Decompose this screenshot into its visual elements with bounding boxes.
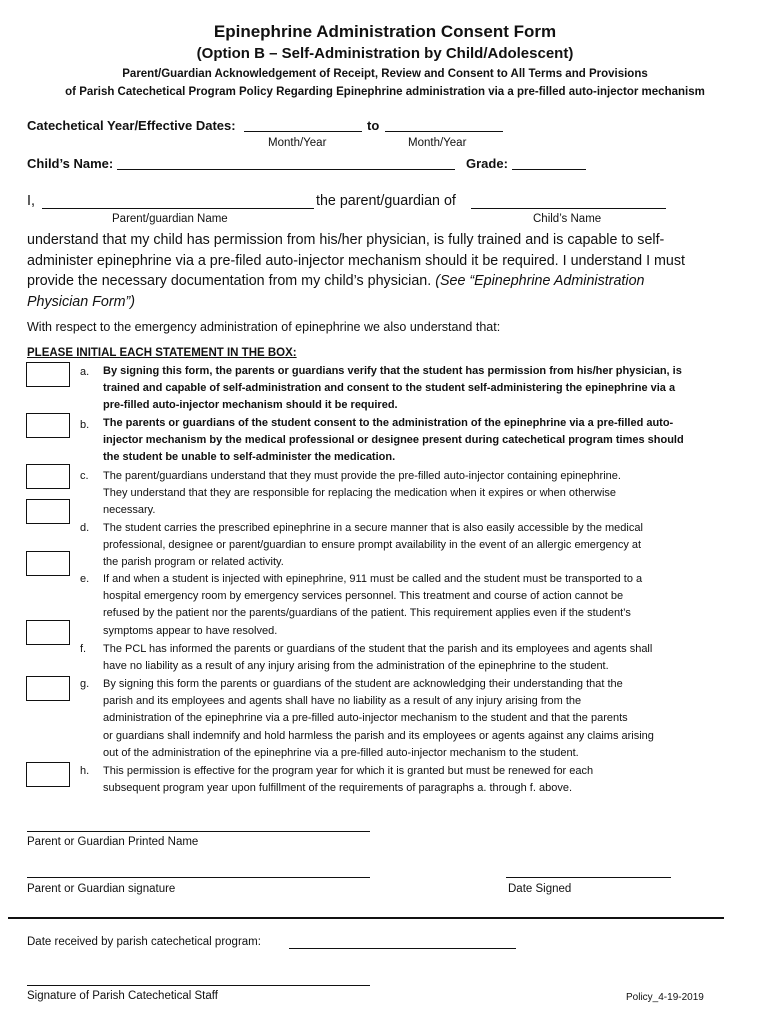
item-d-text: The student carries the prescribed epinephrine in a secure manner that is also easily accessible by the medical professional, designee or parent/guardian to ensure prompt availability in the event of an allergic emergency at the parish program or related activity.	[103, 522, 643, 569]
item-h-letter: h.	[80, 765, 90, 777]
to-label: to	[367, 118, 380, 133]
initial-box-d[interactable]	[26, 551, 70, 576]
grade-field[interactable]	[512, 157, 586, 170]
form-title: Epinephrine Administration Consent Form	[213, 22, 557, 41]
initial-box-h[interactable]	[26, 762, 70, 787]
item-b-letter: b.	[80, 419, 90, 431]
signature-line[interactable]	[27, 877, 370, 878]
date-signed-label: Date Signed	[508, 883, 572, 895]
initial-box-b[interactable]	[26, 413, 70, 438]
initial-box-a[interactable]	[26, 362, 70, 387]
item-d-letter: d.	[80, 522, 90, 534]
staff-signature-line[interactable]	[27, 985, 370, 986]
initial-box-c[interactable]	[26, 464, 70, 489]
staff-signature-label: Signature of Parish Catechetical Staff	[27, 990, 218, 1002]
item-f-letter: f.	[80, 643, 87, 655]
date-signed-line[interactable]	[506, 877, 671, 878]
date-received-line[interactable]	[289, 948, 516, 949]
item-h-text: This permission is effective for the program year for which it is granted but must be renewed for each subsequent program year upon fulfillment of the requirements of paragraphs a. through f. above.	[103, 765, 594, 795]
child-name-field[interactable]	[117, 157, 455, 170]
item-g-letter: g.	[80, 678, 90, 690]
consent-statement: understand that my child has permission from his/her physician, is fully trained and is capable to self- administer epinephrine via a pre-filed auto-injector mechanism should it be required. I understand I must provide the necessary documentation from my child’s physician. (See “Epinephrine Administration Physician Form”)	[27, 232, 686, 310]
item-c-text: The parent/guardians understand that they must provide the pre-filled auto-injector containing epinephrine. They understand that they are responsible for replacing the medication when it expires or when otherwise necessary.	[103, 470, 621, 517]
item-a-text: By signing this form, the parents or guardians verify that the student has permission from his/her physician, is trained and capable of self-administration and consent to the student self-administering the epinephrine via a pre-filled auto-injector mechanism should it be required.	[103, 365, 682, 412]
initial-heading: PLEASE INITIAL EACH STATEMENT IN THE BOX:	[27, 347, 297, 359]
initial-box-c2[interactable]	[26, 499, 70, 524]
policy-footer: Policy_4-19-2019	[626, 992, 704, 1003]
item-b-text: The parents or guardians of the student consent to the administration of the epinephrine via a pre-filled auto- injector mechanism by the medical professional or designee present during catechetical program times should the student be unable to self-administer the medication.	[103, 417, 684, 464]
item-a-letter: a.	[80, 366, 90, 378]
item-e-letter: e.	[80, 573, 90, 585]
acknowledgement-line-2: of Parish Catechetical Program Policy Regarding Epinephrine administration via a pre-filled auto-injector mechanism	[65, 86, 705, 98]
i-label: I,	[27, 193, 35, 209]
start-date-field[interactable]	[244, 119, 362, 132]
item-e-text: If and when a student is injected with epinephrine, 911 must be called and the student must be transported to a hospital emergency room by emergency services personnel. This treatment and course of action cannot be refused by the patient nor the parents/guardians of the patient. This requirement applies even if the student’s symptoms appear to have resolved.	[103, 573, 643, 637]
initial-box-g[interactable]	[26, 676, 70, 701]
item-g-text: By signing this form the parents or guardians of the student are acknowledging their understanding that the parish and its employees and agents shall have no liability as a result of any injury arising from the administration of the epinephrine via a pre-filled auto-injector mechanism to the student and that the parents or guardians shall indemnify and hold harmless the parish and its employees or agents against any claims arising out of the administration of the epinephrine via a pre-filled auto-injector mechanism to the student.	[103, 678, 654, 759]
printed-name-line[interactable]	[27, 831, 370, 832]
child-name-field-2[interactable]	[471, 196, 666, 209]
end-date-field[interactable]	[385, 119, 503, 132]
item-f-text: The PCL has informed the parents or guardians of the student that the parish and its employees and agents shall have no liability as a result of any injury arising from the administration of the epinephrine to the student.	[103, 643, 653, 673]
start-month-year-caption: Month/Year	[268, 137, 327, 149]
grade-label: Grade:	[466, 156, 508, 171]
form-subtitle: (Option B – Self-Administration by Child/Adolescent)	[196, 45, 574, 62]
initial-box-e[interactable]	[26, 620, 70, 645]
section-divider	[8, 917, 724, 919]
item-c-letter: c.	[80, 470, 89, 482]
parent-name-caption: Parent/guardian Name	[112, 213, 228, 225]
end-month-year-caption: Month/Year	[408, 137, 467, 149]
date-received-label: Date received by parish catechetical program:	[27, 936, 261, 948]
parent-name-field[interactable]	[42, 196, 314, 209]
child-name-caption: Child’s Name	[533, 213, 602, 225]
child-name-label: Child’s Name:	[27, 156, 114, 171]
signature-label: Parent or Guardian signature	[27, 883, 176, 895]
emergency-statement: With respect to the emergency administration of epinephrine we also understand that:	[27, 320, 501, 334]
parent-of-label: the parent/guardian of	[316, 193, 456, 209]
catechetical-year-label: Catechetical Year/Effective Dates:	[27, 118, 236, 133]
printed-name-label: Parent or Guardian Printed Name	[27, 836, 199, 848]
acknowledgement-line-1: Parent/Guardian Acknowledgement of Receipt, Review and Consent to All Terms and Provisions	[122, 68, 648, 80]
